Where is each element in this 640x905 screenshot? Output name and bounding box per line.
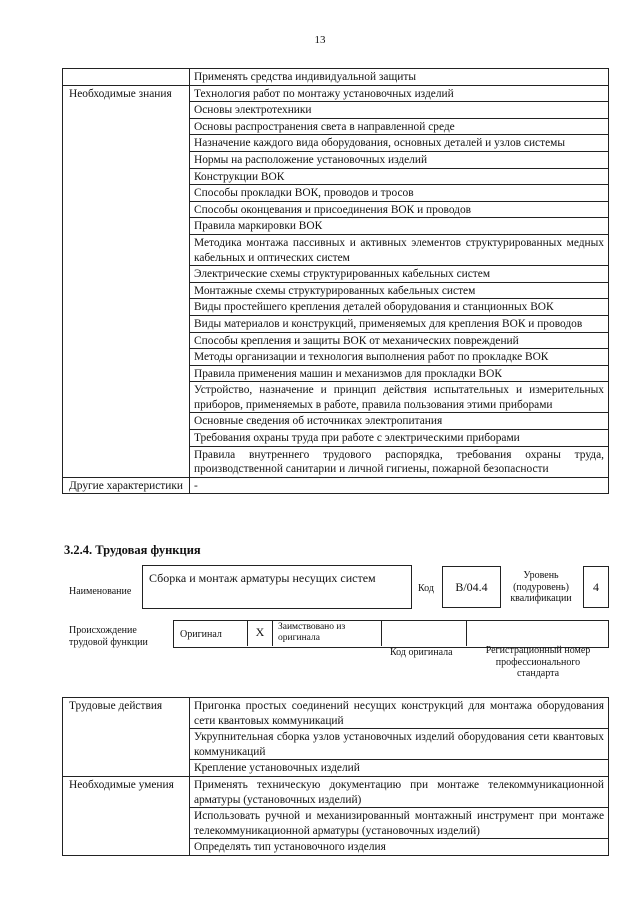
knowledge-table [62, 68, 609, 494]
knowledge-item: Устройство, назначение и принцип действия испытательных и измерительных приборов, применяемых в работе, правила пользования этими приборами [190, 382, 609, 413]
original-label: Оригинал [180, 629, 222, 640]
table-row [63, 698, 609, 729]
table-row [63, 69, 609, 86]
skills-label: Необходимые умения [63, 776, 190, 855]
knowledge-item: Правила применения машин и механизмов для прокладки ВОК [190, 365, 609, 382]
code-label: Код [418, 583, 434, 594]
knowledge-item: Способы крепления и защиты ВОК от механических повреждений [190, 332, 609, 349]
knowledge-item: Монтажные схемы структурированных кабельных систем [190, 282, 609, 299]
origin-label: Происхождение трудовой функции [69, 625, 148, 648]
actions-label: Трудовые действия [63, 698, 190, 777]
knowledge-item: Виды простейшего крепления деталей оборудования и станционных ВОК [190, 299, 609, 316]
orig-code-cell [381, 620, 467, 646]
code-box [442, 566, 501, 608]
knowledge-item: Методика монтажа пассивных и активных элементов структурированных медных кабельных и оптических систем [190, 234, 609, 265]
knowledge-item: Основы электротехники [190, 102, 609, 119]
knowledge-item: Основные сведения об источниках электропитания [190, 413, 609, 430]
skill-item: Применять техническую документацию при монтаже телекоммуникационной арматуры (установочных изделий) [190, 776, 609, 807]
skill-cell: Применять средства индивидуальной защиты [190, 69, 609, 86]
knowledge-item: Основы распространения света в направленной среде [190, 118, 609, 135]
borrowed-label: Заимствовано из оригинала [278, 622, 346, 643]
original-mark: X [255, 625, 265, 639]
orig-code-label: Код оригинала [390, 647, 453, 658]
knowledge-item: Назначение каждого вида оборудования, основных деталей и узлов системы [190, 135, 609, 152]
knowledge-item: Способы оконцевания и присоединения ВОК и проводов [190, 201, 609, 218]
name-box [142, 565, 412, 609]
knowledge-label: Необходимые знания [63, 85, 190, 477]
level-box [583, 566, 609, 608]
knowledge-item: Электрические схемы структурированных кабельных систем [190, 266, 609, 283]
page-number: 13 [314, 34, 326, 46]
other-value: - [190, 477, 609, 494]
knowledge-item: Способы прокладки ВОК, проводов и тросов [190, 185, 609, 202]
section-title: 3.2.4. Трудовая функция [64, 543, 201, 557]
level-value: 4 [593, 580, 599, 594]
action-item: Крепление установочных изделий [190, 760, 609, 777]
knowledge-item: Правила внутреннего трудового распорядка, требования охраны труда, производственной санитарии и личной гигиены, пожарной безопасности [190, 446, 609, 477]
skill-item: Определять тип установочного изделия [190, 839, 609, 856]
skill-item: Использовать ручной и механизированный монтажный инструмент при монтаже телекоммуникационной арматуры (установочных изделий) [190, 808, 609, 839]
knowledge-item: Методы организации и технология выполнения работ по прокладке ВОК [190, 349, 609, 366]
knowledge-item: Нормы на расположение установочных изделий [190, 151, 609, 168]
reg-number-label: Регистрационный номер профессионального стандарта [485, 645, 591, 679]
knowledge-item: Правила маркировки ВОК [190, 218, 609, 235]
other-label: Другие характеристики [63, 477, 190, 494]
name-value: Сборка и монтаж арматуры несущих систем [149, 571, 376, 585]
action-item: Укрупнительная сборка узлов установочных изделий оборудования сети квантовых коммуникаций [190, 729, 609, 760]
original-mark-cell [247, 620, 273, 646]
code-value: B/04.4 [455, 580, 488, 594]
action-item: Пригонка простых соединений несущих конструкций для монтажа оборудования сети квантовых коммуникаций [190, 698, 609, 729]
name-label: Наименование [69, 586, 132, 597]
empty-cell [63, 69, 190, 86]
level-label: Уровень (подуровень) квалификации [510, 570, 572, 604]
actions-table [62, 697, 609, 856]
table-row [63, 85, 609, 102]
knowledge-item: Технология работ по монтажу установочных изделий [190, 85, 609, 102]
table-row [63, 776, 609, 807]
knowledge-item: Требования охраны труда при работе с электрическими приборами [190, 430, 609, 447]
knowledge-item: Виды материалов и конструкций, применяемых для крепления ВОК и проводов [190, 315, 609, 332]
table-row [63, 477, 609, 494]
knowledge-item: Конструкции ВОК [190, 168, 609, 185]
